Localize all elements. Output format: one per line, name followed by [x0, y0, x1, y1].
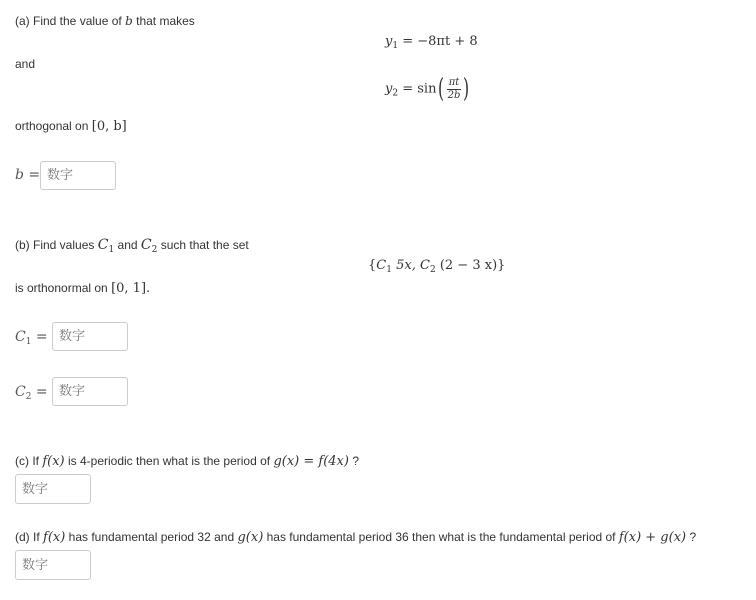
part-d-prompt-mid1: has fundamental period 32 and	[68, 530, 235, 544]
y2-fraction	[447, 77, 462, 102]
part-b-prompt	[15, 237, 249, 255]
y1-lhs: y	[385, 34, 393, 49]
c2-label-sub: 2	[25, 392, 32, 402]
b-input-label	[15, 167, 40, 183]
y1-rhs: = −8πt + 8	[402, 34, 478, 49]
c1-label-var: C	[15, 329, 26, 345]
part-b-c2	[141, 237, 157, 253]
orthogonal-interval: [0, b]	[91, 119, 127, 134]
set-open-brace: {	[368, 258, 377, 273]
c2-input[interactable]	[52, 377, 128, 406]
right-paren: )	[463, 74, 470, 104]
c1-letter: C	[97, 237, 109, 253]
part-b-prompt-suffix: such that the set	[160, 238, 249, 252]
part-c-gx-def: g(x) = f(4x)	[273, 454, 349, 469]
c2-label-eq: =	[35, 384, 48, 400]
y1-sub: 1	[392, 41, 399, 51]
left-paren: (	[438, 74, 445, 104]
part-a-prompt-prefix: (a) Find the value of	[15, 14, 122, 28]
part-d-prompt-mid2: has fundamental period 36 then what is the fundamental period of	[266, 530, 616, 544]
y2-lhs: y	[385, 81, 393, 97]
c1-label-eq: =	[35, 329, 48, 345]
orthonormal-text: is orthonormal on	[15, 281, 108, 295]
part-d-fx: f(x)	[43, 530, 66, 545]
set-c1-letter: C	[376, 258, 387, 273]
part-a-orthogonal	[15, 119, 127, 134]
orthonormal-set	[368, 258, 505, 275]
part-d-prompt-prefix: (d) If	[15, 530, 40, 544]
c2-sub: 2	[151, 245, 158, 255]
part-d-prompt	[15, 530, 696, 545]
y2-eq: = sin	[402, 81, 437, 97]
part-d-input[interactable]	[15, 550, 91, 580]
set-c2-sub: 2	[429, 265, 436, 275]
part-b-and: and	[117, 238, 138, 252]
c2-letter: C	[140, 237, 152, 253]
set-close-brace: }	[497, 258, 506, 273]
c2-label-var: C	[15, 384, 26, 400]
c1-label-sub: 1	[25, 337, 32, 347]
part-c-prompt-mid: is 4-periodic then what is the period of	[67, 454, 271, 468]
y2-sub: 2	[392, 88, 399, 99]
set-c2-letter: C	[420, 258, 430, 273]
set-c2	[420, 258, 436, 273]
part-c-prompt-suffix: ?	[352, 454, 359, 468]
set-term2: (2 − 3 x)	[439, 258, 498, 273]
part-a-prompt-suffix: that makes	[136, 14, 195, 28]
c1-sub: 1	[108, 245, 115, 255]
part-a-prompt	[15, 14, 195, 28]
part-c-prompt-prefix: (c) If	[15, 454, 39, 468]
b-label-eq: =	[28, 167, 41, 183]
equation-y2	[385, 76, 472, 102]
b-label-var: b	[15, 167, 24, 183]
part-c-input[interactable]	[15, 474, 91, 504]
part-c-prompt	[15, 454, 359, 469]
c2-input-label	[15, 384, 48, 402]
part-c-fx: f(x)	[42, 454, 65, 469]
c1-input[interactable]	[52, 322, 128, 351]
orthogonal-text: orthogonal on	[15, 119, 89, 133]
part-a-var-b: b	[125, 14, 133, 28]
set-c1	[376, 258, 392, 273]
part-b-orthonormal	[15, 281, 150, 296]
b-input[interactable]	[40, 161, 116, 190]
part-d-gx: g(x)	[237, 530, 264, 545]
part-b-prompt-prefix: (b) Find values	[15, 238, 95, 252]
y2-frac-den: 2b	[447, 89, 461, 101]
part-d-sum: f(x) + g(x)	[618, 530, 687, 545]
set-c1-sub: 1	[386, 265, 392, 275]
orthonormal-interval: [0, 1].	[111, 281, 151, 296]
part-d-prompt-suffix: ?	[689, 530, 697, 544]
set-term1: 5x,	[396, 258, 416, 273]
part-b-c1	[98, 237, 114, 253]
y2-frac-num: πt	[447, 77, 462, 90]
equation-y1	[385, 34, 478, 51]
c1-input-label	[15, 329, 48, 347]
part-a-and: and	[15, 57, 36, 71]
